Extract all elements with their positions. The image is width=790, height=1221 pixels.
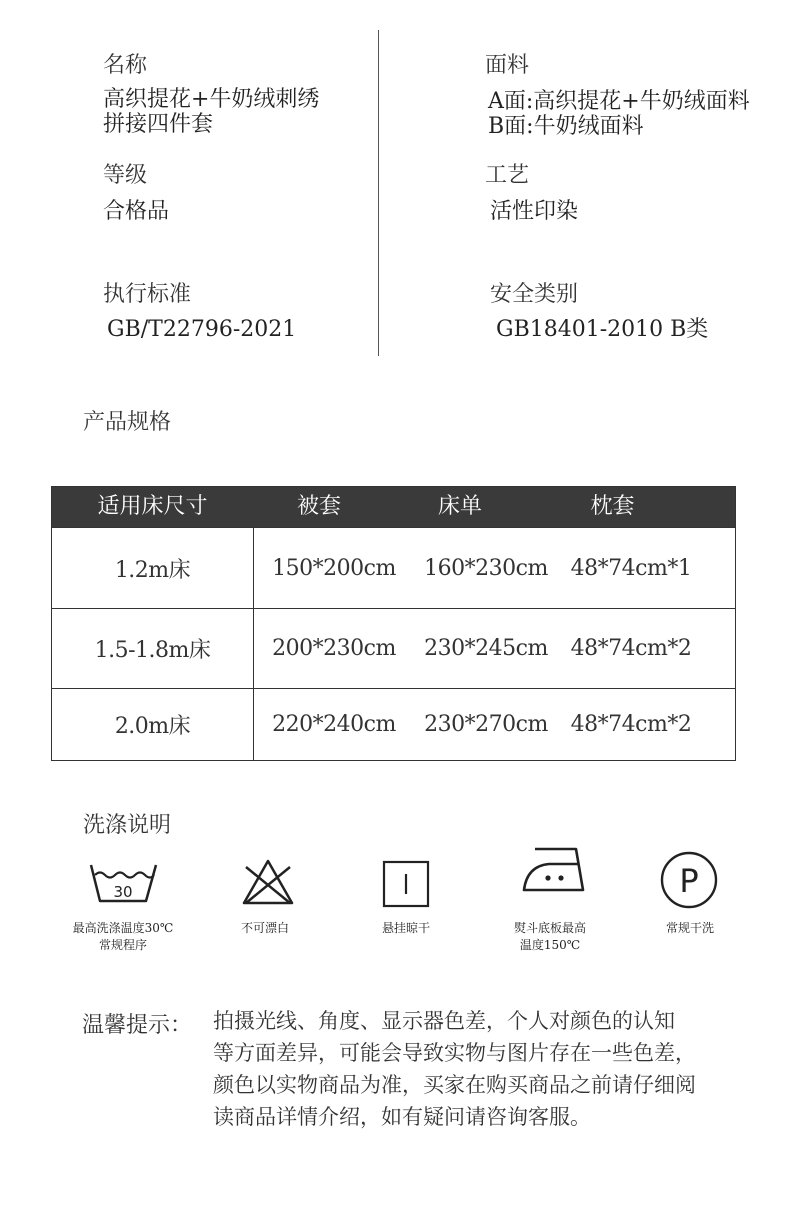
care-label-wash-line-2: 常规程序 [98,938,147,952]
care-label-hang-dry-line-1: 悬挂晾干 [381,921,430,935]
safety-label: 安全类别 [490,282,579,307]
care-label-no-bleach [190,920,340,937]
care-label-dry-clean-line-1: 常规干洗 [665,921,714,935]
spec-title: 产品规格 [83,410,172,435]
grade-label: 等级 [103,163,148,188]
info-divider [378,30,379,356]
header-pillowcase: 枕套 [590,494,635,519]
notice-line: 颜色以实物商品为准，买家在购买商品之前请仔细阅 [213,1073,696,1097]
table-header [52,487,735,527]
spec-table [51,486,736,761]
fabric-value-line-1: A面:高织提花+牛奶绒面料 [488,89,750,114]
table-column-divider [253,527,254,760]
fabric-value-line-2: B面:牛奶绒面料 [488,114,644,139]
wash-tub-30-icon [88,862,160,904]
standard-value: GB/T22796-2021 [107,317,297,342]
cell-sheet: 230*270cm [424,712,548,737]
fabric-label: 面料 [485,53,530,78]
safety-value: GB18401-2010 B类 [496,317,709,342]
care-label-wash [48,920,198,954]
cell-pillowcase: 48*74cm*2 [570,636,692,661]
name-value-line-2: 拼接四件套 [103,112,214,137]
notice-title: 温馨提示： [82,1013,193,1038]
table-row [52,688,735,760]
craft-label: 工艺 [485,163,530,188]
care-label-hang-dry [331,920,481,937]
care-label-wash-line-1: 最高洗涤温度30℃ [72,921,174,935]
cell-sheet: 160*230cm [424,555,548,581]
cell-sheet: 230*245cm [424,636,548,661]
cell-pillowcase: 48*74cm*1 [570,555,692,581]
wash-temp-number: 30 [113,883,133,901]
standard-label: 执行标准 [103,282,192,307]
care-label-dry-clean [615,920,765,937]
cell-bed-size: 1.5-1.8m床 [94,638,211,663]
care-label-iron-line-2: 温度150℃ [519,938,581,952]
care-label-no-bleach-line-1: 不可漂白 [240,921,289,935]
notice-line: 读商品详情介绍，如有疑问请咨询客服。 [213,1105,591,1129]
hang-dry-icon [382,860,430,908]
cell-duvet: 200*230cm [272,636,396,661]
care-title: 洗涤说明 [83,813,172,838]
dry-clean-letter: P [679,862,699,900]
header-bed-size: 适用床尺寸 [97,494,208,519]
notice-line: 等方面差异，可能会导致实物与图片存在一些色差， [213,1041,696,1065]
cell-pillowcase: 48*74cm*2 [570,712,692,737]
cell-bed-size: 2.0m床 [114,714,191,739]
header-duvet: 被套 [296,494,341,519]
dry-clean-p-icon [659,850,719,910]
care-label-iron [475,920,625,954]
name-label: 名称 [103,53,148,78]
name-value-line-1: 高织提花+牛奶绒刺绣 [103,87,320,112]
notice-line: 拍摄光线、角度、显示器色差，个人对颜色的认知 [213,1009,675,1033]
table-row [52,527,735,608]
no-bleach-icon [240,857,296,907]
table-row [52,608,735,688]
cell-bed-size: 1.2m床 [114,557,191,583]
header-sheet: 床单 [437,494,482,519]
craft-value: 活性印染 [490,199,579,224]
care-label-iron-line-1: 熨斗底板最高 [513,921,586,935]
cell-duvet: 220*240cm [272,712,396,737]
iron-icon [521,846,587,894]
grade-value: 合格品 [103,199,170,224]
notice-body [213,1005,773,1133]
cell-duvet: 150*200cm [272,555,396,581]
